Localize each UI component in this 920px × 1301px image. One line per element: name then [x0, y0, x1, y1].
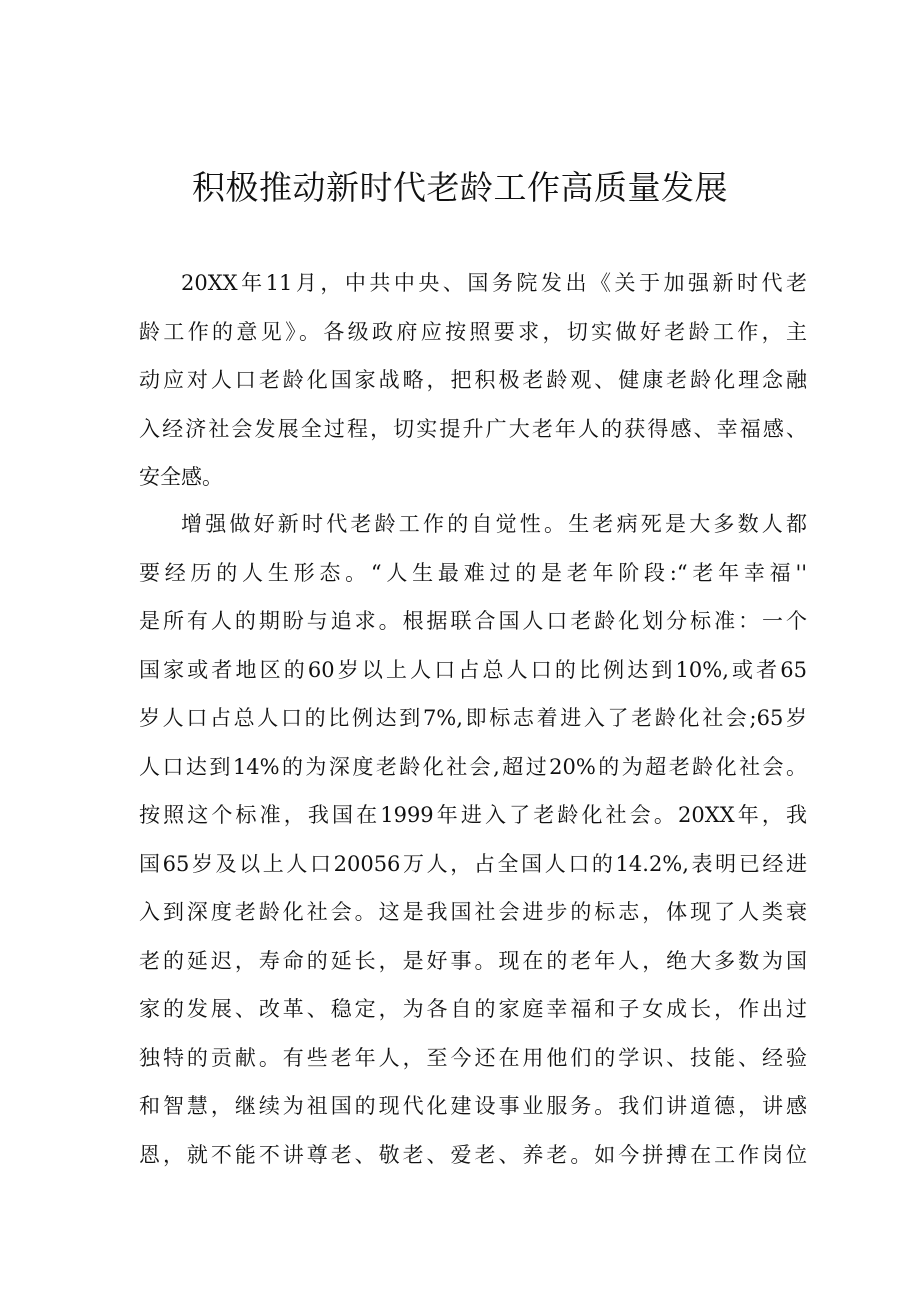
paragraph-line: 国家或者地区的60岁以上人口占总人口的比例达到10%,或者65	[139, 657, 807, 682]
paragraph-2	[139, 500, 807, 1179]
paragraph-line: 独特的贡献。有些老年人，至今还在用他们的学识、技能、经验	[139, 1045, 807, 1070]
paragraph-line: 是所有人的期盼与追求。根据联合国人口老龄化划分标准：一个	[139, 609, 807, 633]
paragraph-line: 岁人口占总人口的比例达到7%,即标志着进入了老龄化社会;65岁	[139, 706, 807, 730]
paragraph-line: 老的延迟，寿命的延长，是好事。现在的老年人，绝大多数为国	[139, 948, 807, 973]
paragraph-line: 恩，就不能不讲尊老、敬老、爱老、养老。如今拼搏在工作岗位	[139, 1142, 807, 1167]
paragraph-line: 国65岁及以上人口20056万人，占全国人口的14.2%,表明已经进	[139, 851, 807, 876]
document-title: 积极推动新时代老龄工作高质量发展	[192, 168, 728, 207]
paragraph-line: 按照这个标准，我国在1999年进入了老龄化社会。20XX年，我	[139, 803, 807, 827]
paragraph-line: 20XX年11月，中共中央、国务院发出《关于加强新时代老	[181, 271, 807, 295]
paragraph-line: 安全感。	[139, 465, 223, 489]
paragraph-line: 人口达到14%的为深度老龄化社会,超过20%的为超老龄化社会。	[139, 754, 807, 779]
paragraph-line: 龄工作的意见》。各级政府应按照要求，切实做好老龄工作，主	[139, 319, 807, 344]
paragraph-line: 和智慧，继续为祖国的现代化建设事业服务。我们讲道德，讲感	[139, 1094, 807, 1118]
paragraph-line: 家的发展、改革、稳定，为各自的家庭幸福和子女成长，作出过	[139, 997, 807, 1021]
paragraph-line: 增强做好新时代老龄工作的自觉性。生老病死是大多数人都	[181, 512, 807, 536]
paragraph-line: 入经济社会发展全过程，切实提升广大老年人的获得感、幸福感、	[139, 416, 807, 441]
paragraph-line: 要经历的人生形态。“人生最难过的是老年阶段:“老年幸福''	[139, 560, 807, 585]
paragraph-1	[139, 259, 807, 502]
paragraph-line: 入到深度老龄化社会。这是我国社会进步的标志，体现了人类衰	[139, 900, 807, 924]
paragraph-line: 动应对人口老龄化国家战略，把积极老龄观、健康老龄化理念融	[139, 368, 807, 392]
